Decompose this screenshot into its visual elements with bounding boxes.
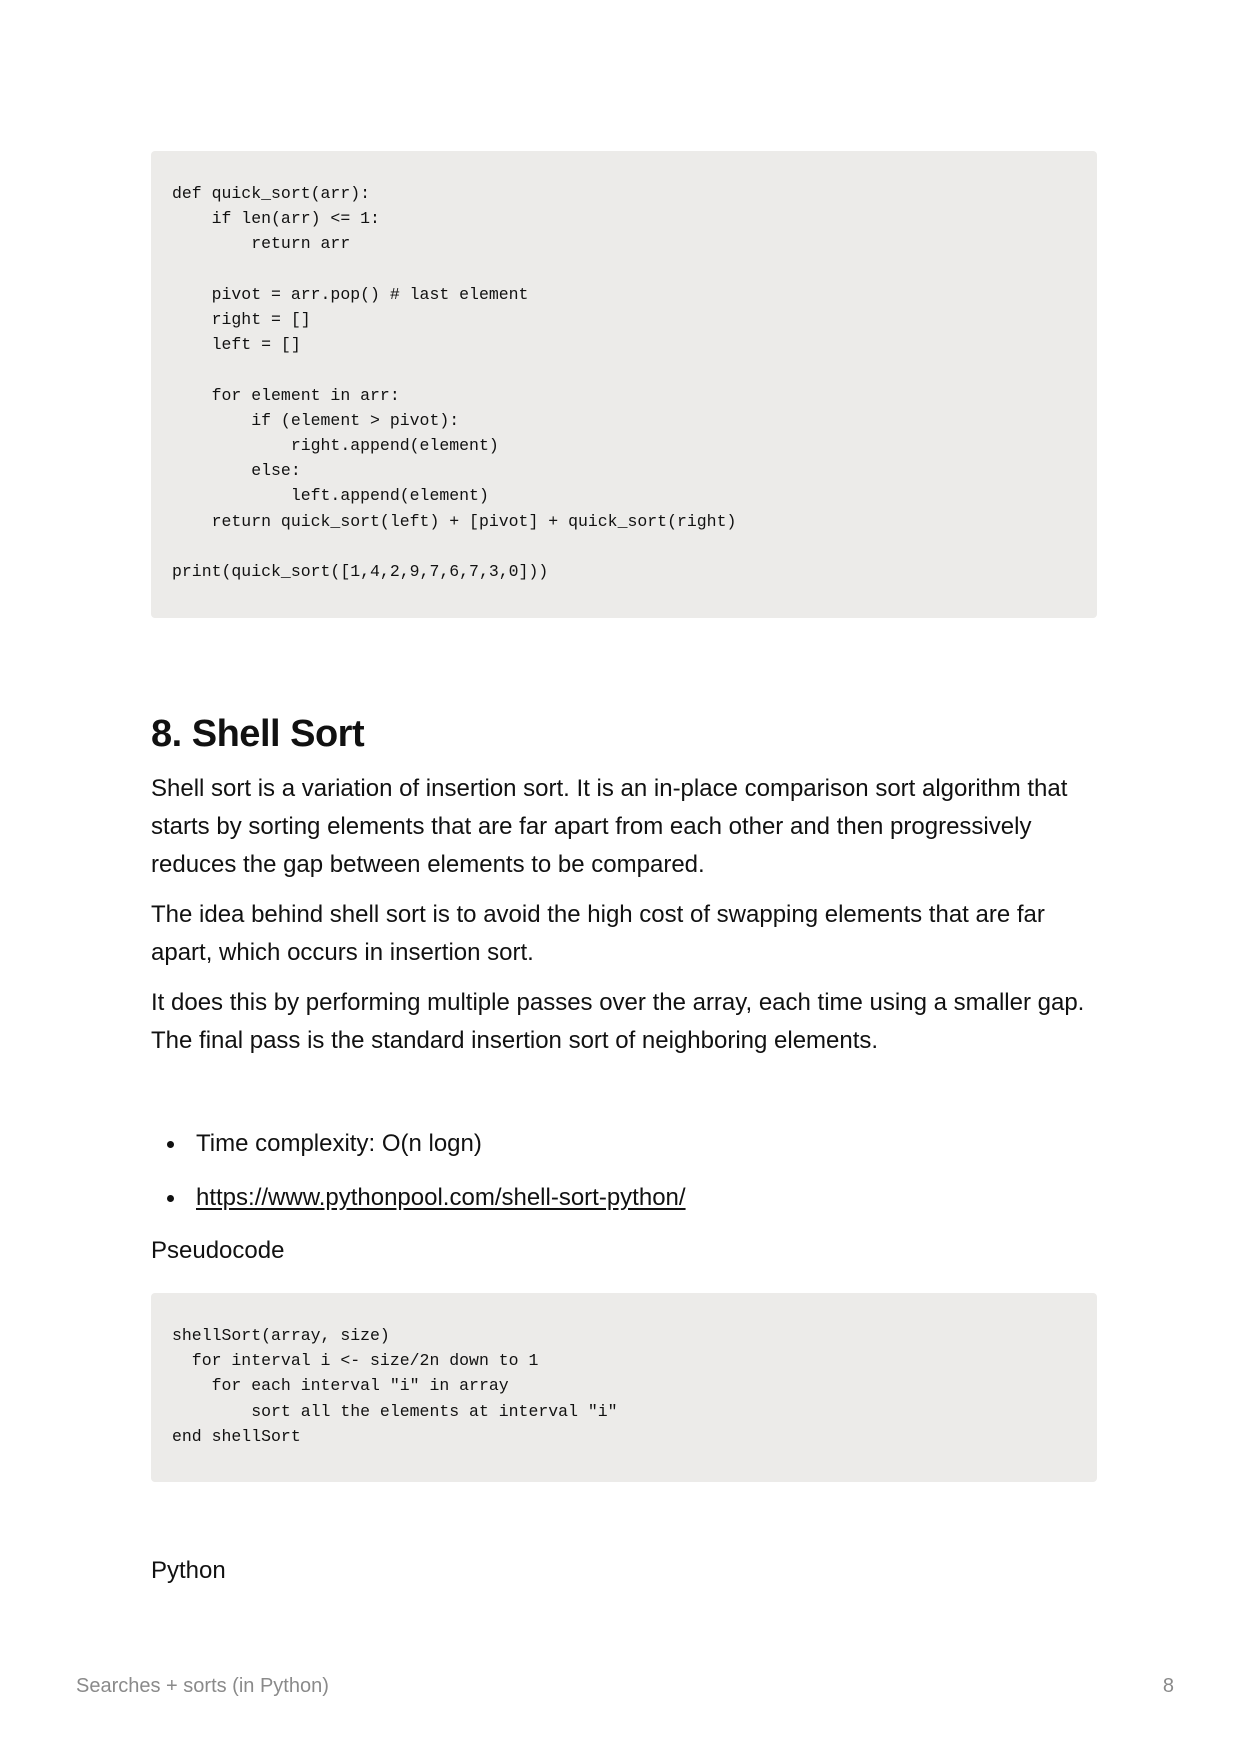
paragraph-shell-sort-idea: The idea behind shell sort is to avoid the high cost of swapping elements that are far apart, which occurs in insertion sort. — [151, 901, 1045, 966]
list-item — [151, 1179, 686, 1233]
footer-page-number: 8 — [1162, 1675, 1174, 1697]
pythonpool-link[interactable]: https://www.pythonpool.com/shell-sort-python/ — [196, 1184, 686, 1211]
paragraph-shell-sort-passes: It does this by performing multiple passes over the array, each time using a smaller gap. The final pass is the standard insertion sort of neighboring elements. — [151, 989, 1085, 1054]
footer-document-title: Searches + sorts (in Python) — [76, 1675, 329, 1697]
bullet-list — [151, 1125, 686, 1233]
paragraph-shell-sort-intro: Shell sort is a variation of insertion sort. It is an in-place comparison sort algorithm that starts by sorting elements that are far apart from each other and then progressively reduces the gap between elements to be compared. — [151, 775, 1068, 878]
pseudocode-label: Pseudocode — [151, 1237, 285, 1264]
bullet-icon — [167, 1195, 174, 1202]
python-label: Python — [151, 1557, 226, 1584]
list-item — [151, 1125, 686, 1179]
section-heading: 8. Shell Sort — [151, 713, 365, 755]
pseudocode-code-block: shellSort(array, size) for interval i <- size/2n down to 1 for each interval "i" in array sort all the elements at interval "i" end shellSort — [151, 1293, 1097, 1482]
bullet-icon — [167, 1141, 174, 1148]
time-complexity-text: Time complexity: O(n logn) — [196, 1130, 482, 1157]
quick-sort-code-block: def quick_sort(arr): if len(arr) <= 1: return arr pivot = arr.pop() # last element right = [] left = [] for element in arr: if (element > pivot): right.append(element) else: left.append(element) return quick_sort(left) + [pivot] + quick_sort(right) print(quick_sort([1,4,2,9,7,6,7,3,0])) — [151, 151, 1097, 618]
